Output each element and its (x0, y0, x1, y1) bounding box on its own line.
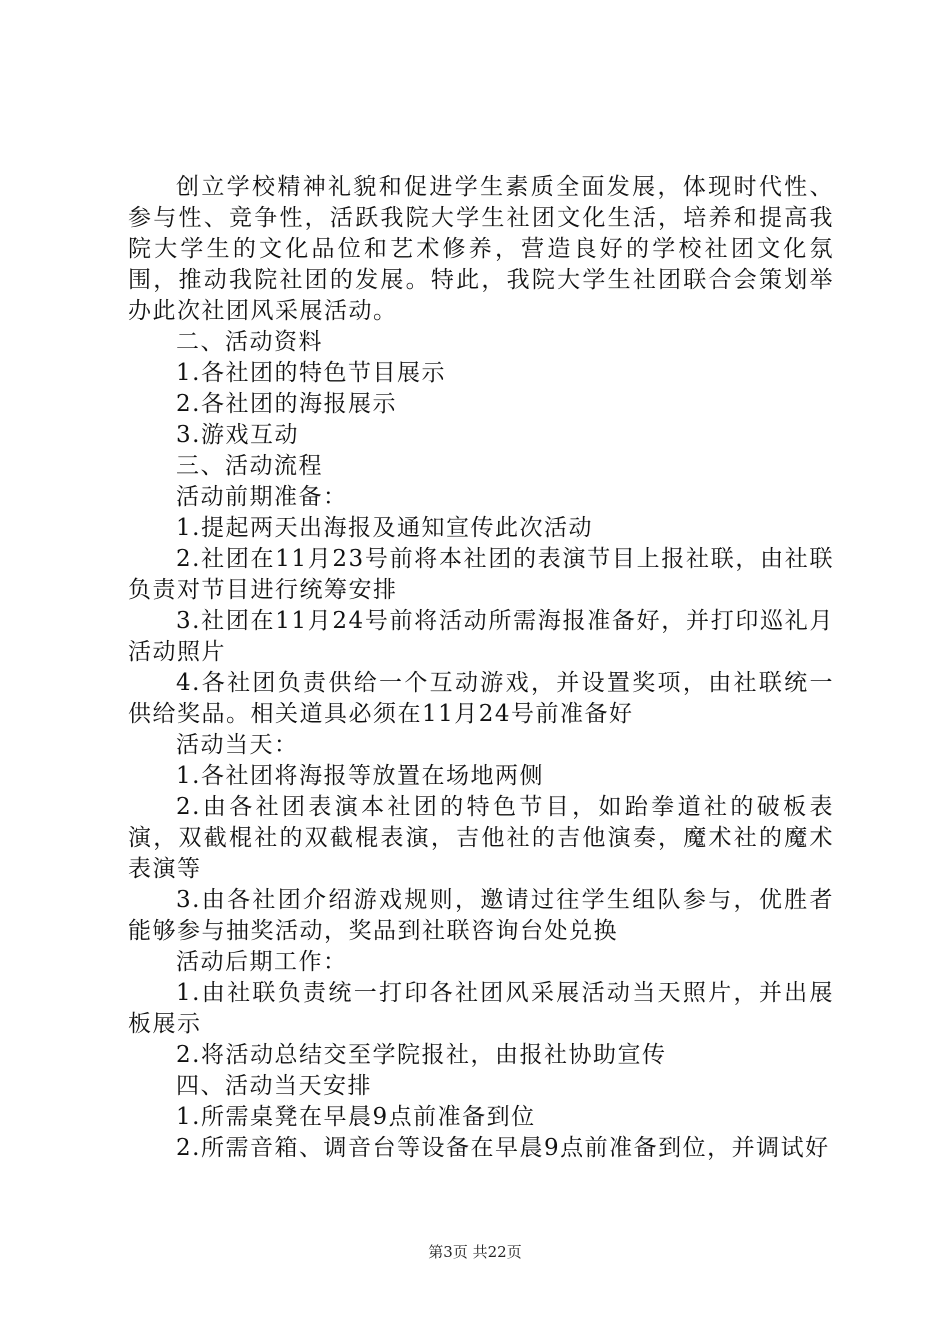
list-item: 1.由社联负责统一打印各社团风采展活动当天照片，并出展板展示 (128, 980, 834, 1037)
section-heading-activity-content: 二、活动资料 (176, 329, 323, 355)
list-item: 3.游戏互动 (176, 422, 299, 448)
list-item: 4.各社团负责供给一个互动游戏，并设置奖项，由社联统一供给奖品。相关道具必须在11月24号前准备好 (128, 670, 834, 727)
list-item: 1.各社团的特色节目展示 (176, 360, 446, 386)
list-item: 3.由各社团介绍游戏规则，邀请过往学生组队参与，优胜者能够参与抽奖活动，奖品到社联咨询台处兑换 (128, 887, 834, 944)
list-item: 2.由各社团表演本社团的特色节目，如跆拳道社的破板表演，双截棍社的双截棍表演，吉他社的吉他演奏，魔术社的魔术表演等 (128, 794, 834, 882)
page-number-footer: 第3页 共22页 (428, 1243, 522, 1261)
subheading-event-day: 活动当天： (176, 732, 299, 758)
list-item: 3.社团在11月24号前将活动所需海报准备好，并打印巡礼月活动照片 (128, 608, 834, 665)
list-item: 2.社团在11月23号前将本社团的表演节目上报社联，由社联负责对节目进行统筹安排 (128, 546, 834, 603)
section-heading-day-arrangement: 四、活动当天安排 (176, 1073, 372, 1099)
subheading-follow-up: 活动后期工作： (176, 949, 348, 975)
section-heading-activity-process: 三、活动流程 (176, 453, 323, 479)
list-item: 1.所需桌凳在早晨9点前准备到位 (176, 1104, 536, 1130)
list-item: 1.各社团将海报等放置在场地两侧 (176, 763, 544, 789)
subheading-preparation: 活动前期准备： (176, 484, 348, 510)
list-item: 1.提起两天出海报及通知宣传此次活动 (176, 515, 593, 541)
list-item: 2.将活动总结交至学院报社，由报社协助宣传 (176, 1042, 667, 1068)
document-body (128, 172, 834, 1164)
intro-paragraph: 创立学校精神礼貌和促进学生素质全面发展，体现时代性、参与性、竞争性，活跃我院大学生社团文化生活，培养和提高我院大学生的文化品位和艺术修养，营造良好的学校社团文化氛围，推动我院社团的发展。特此，我院大学生社团联合会策划举办此次社团风采展活动。 (128, 174, 834, 324)
list-item: 2.各社团的海报展示 (176, 391, 397, 417)
list-item: 2.所需音箱、调音台等设备在早晨9点前准备到位，并调试好 (176, 1135, 830, 1161)
